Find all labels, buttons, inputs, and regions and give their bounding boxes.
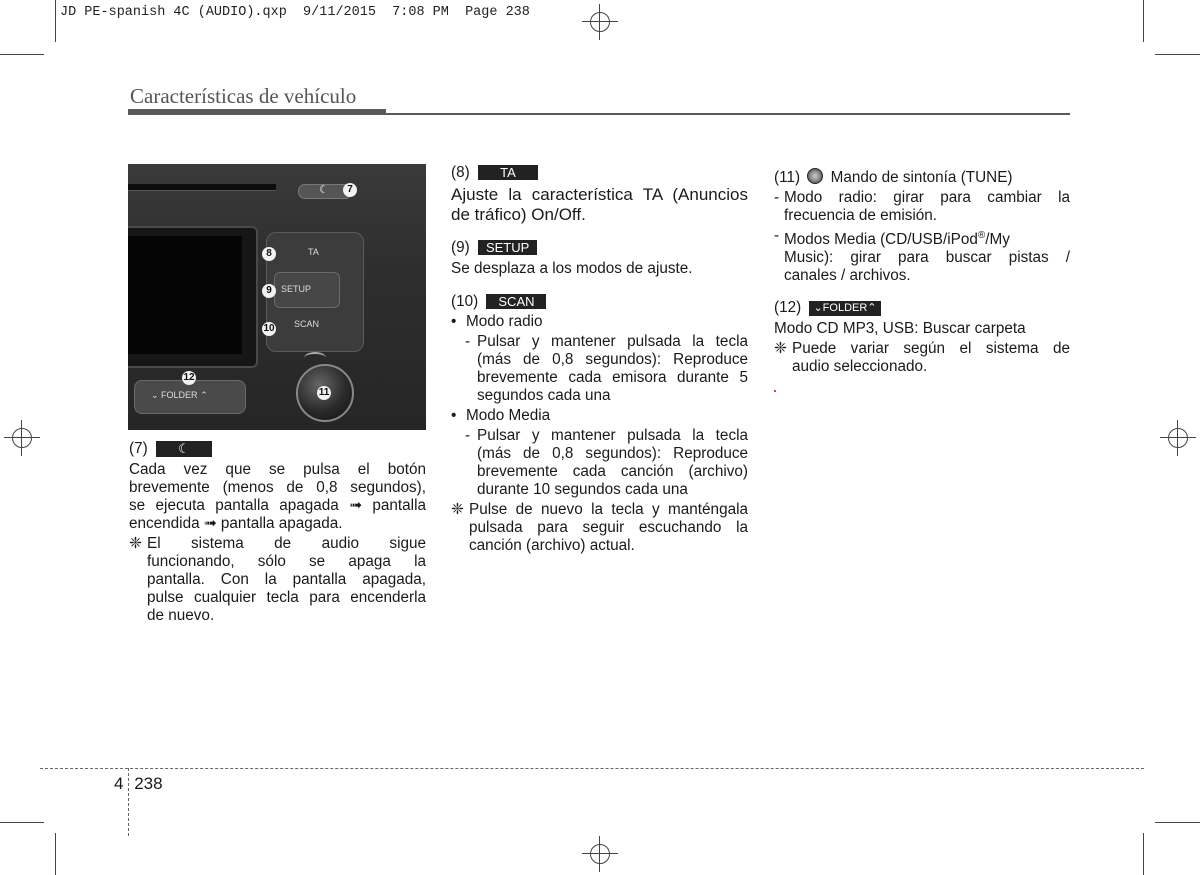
callout-10: 10 [263,323,275,334]
stray-mark [774,390,776,392]
text-line: pulse cualquier tecla para encenderla [147,589,426,606]
item-number: (8) [451,164,470,181]
text-line: brevemente cada emisora durante 5 [477,369,748,386]
callout-12: 12 [183,372,195,383]
text-line: Music): girar para buscar pistas / [784,249,1070,267]
folder-badge: ⌄FOLDER⌃ [809,301,880,316]
item-number: (7) [129,440,148,457]
page-number [114,774,163,794]
text-line: de nuevo. [147,607,215,624]
screen-frame [128,226,258,368]
media-mode-bullet [451,407,748,425]
item-10-heading [451,293,748,311]
text-line: brevemente cada canción (archivo) [477,463,748,480]
ta-badge: TA [478,165,538,180]
crop-mark [0,822,44,823]
item-7-description [129,461,426,533]
note-symbol: ❈ [129,535,142,552]
registration-mark [4,420,40,456]
cd-slot [128,184,276,191]
setup-badge: SETUP [478,240,537,255]
radio-mode-bullet [451,313,748,331]
moon-badge [156,441,212,457]
dash: - [465,333,471,350]
text-line: audio seleccionado. [792,358,928,376]
text-line: encendida ➟ pantalla apagada. [129,515,343,532]
item-9-description: Se desplaza a los modos de ajuste. [451,260,693,277]
setup-button [274,272,340,308]
header-rule-thin [386,113,1070,115]
folder-button-label: ⌄ FOLDER ⌃ [151,390,208,400]
chapter-number: 4 [114,774,124,793]
column-1 [129,440,426,625]
item-11-radio [774,189,1070,225]
crop-mark [55,0,56,42]
text-line: Cada vez que se pulsa el botón [129,461,426,478]
item-12-note [774,340,1070,376]
screen [128,236,242,354]
crop-mark [1143,0,1144,42]
radio-panel-figure [128,164,426,430]
text-line: Pulsar y mantener pulsada la tecla [477,427,748,444]
text-line: Modo radio: girar para cambiar la [784,189,1070,206]
dash: - [774,189,780,206]
folder-button [134,380,246,414]
dash: - [774,227,780,244]
item-7-heading [129,440,426,460]
moon-icon: ☾ [178,440,190,456]
text-line: Pulsar y mantener pulsada la tecla [477,333,748,350]
registration-mark [582,4,618,40]
text-line: funcionando, sólo se apaga la [147,553,426,570]
text-line: se ejecuta pantalla apagada ➟ pantalla [129,497,426,514]
bullet-dot: • [451,313,457,330]
scan-button [278,314,346,340]
item-number: (9) [451,239,470,256]
text-line: Ajuste la característica TA (Anuncios [451,185,748,204]
text-line: pulsada para seguir escuchando la [469,519,748,536]
crop-mark [0,54,44,55]
ta-button-label: TA [308,247,319,257]
ta-button [278,240,346,266]
callout-7: 7 [343,183,357,197]
registration-mark [582,836,618,872]
print-slug: JD PE-spanish 4C (AUDIO).qxp 9/11/2015 7:08 PM Page 238 [60,5,530,20]
bullet-label: Modo radio [466,313,543,330]
crop-mark [1155,54,1200,55]
media-words: Modos Media (CD/USB/iPod®/My [784,230,1010,249]
text-line: pantalla. Con la pantalla apagada, [147,571,426,588]
text-line: El sistema de audio sigue [147,535,426,552]
column-3 [774,168,1070,392]
item-number: (12) [774,299,802,317]
crop-mark [1143,833,1144,875]
section-title: Características de vehículo [130,84,357,108]
item-12-heading [774,299,1070,317]
item-7-note [129,535,426,625]
column-2 [451,164,748,555]
text-line: (más de 0,8 segundos): Reproduce [477,351,748,368]
footer-rule [40,768,1144,769]
note-symbol: ❈ [451,501,464,518]
item-number: (10) [451,293,479,310]
text-line: Pulse de nuevo la tecla y manténgala [469,501,748,518]
dash: - [465,427,471,444]
moon-icon: ☾ [319,184,329,196]
item-9-heading [451,239,748,257]
item-11-media [774,227,1070,285]
callout-9: 9 [262,284,276,298]
callout-11: 11 [318,387,330,398]
scan-button-label: SCAN [294,319,320,329]
text-line [784,227,1070,249]
text-line: Puede variar según el sistema de [792,340,1070,358]
item-number: (11) [774,169,801,186]
text-line: canción (archivo) actual. [469,537,635,554]
text-line: brevemente (menos de 0,8 segundos), [129,479,426,496]
text-line: (más de 0,8 segundos): Reproduce [477,445,748,462]
item-11-heading [774,168,1070,187]
text-line: segundos cada una [477,387,611,404]
callout-8: 8 [262,247,276,261]
setup-button-label: SETUP [281,284,312,294]
tune-knob-icon [807,168,823,184]
text-line: durante 10 segundos cada una [477,481,688,498]
crop-mark [55,833,56,875]
text-line: frecuencia de emisión. [784,207,938,224]
item-label: Mando de sintonía (TUNE) [830,169,1013,186]
header-rule-thick [128,109,386,115]
bullet-label: Modo Media [466,407,551,424]
scan-badge: SCAN [486,294,546,309]
radio-mode-detail [451,333,748,405]
registration-mark [1160,420,1196,456]
crop-mark [1155,822,1200,823]
item-10-note [451,501,748,555]
note-symbol: ❈ [774,340,787,358]
item-8-description [451,185,748,225]
media-mode-detail [451,427,748,499]
text-line: de tráfico) On/Off. [451,205,586,224]
tune-arc-indicator [304,352,326,364]
text-line: canales / archivos. [784,267,911,285]
item-8-heading [451,164,748,182]
item-12-description: Modo CD MP3, USB: Buscar carpeta [774,320,1026,338]
bullet-dot: • [451,407,457,424]
page-number-value: 238 [134,774,163,793]
